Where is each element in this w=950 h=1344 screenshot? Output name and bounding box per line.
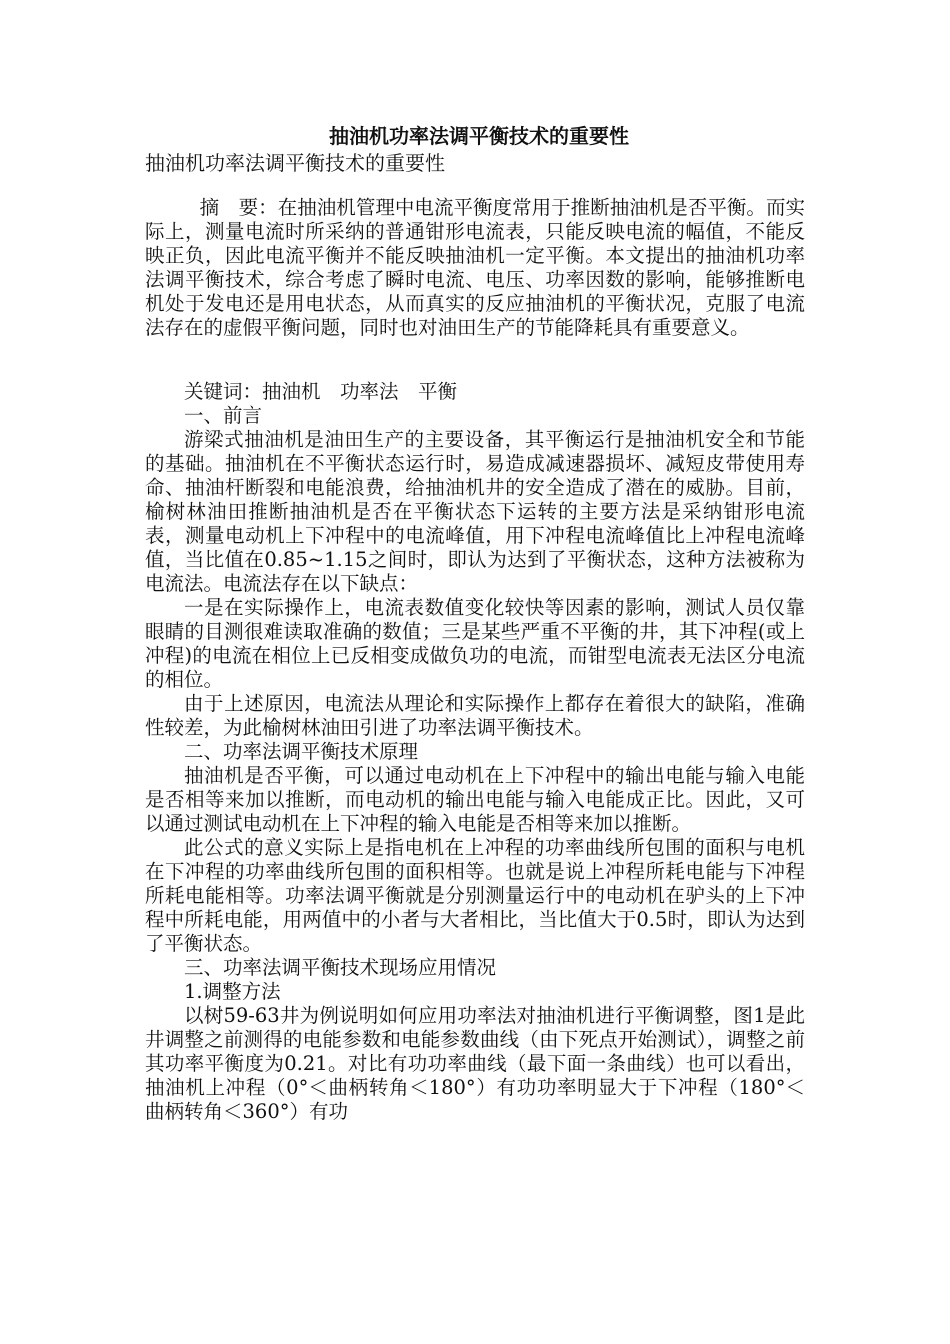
body-paragraph: 由于上述原因，电流法从理论和实际操作上都存在着很大的缺陷，准确性较差，为此榆树林油田引进了功率法调平衡技术。 xyxy=(145,692,805,739)
keywords-line: 关键词：抽油机 功率法 平衡 xyxy=(184,380,458,403)
subsection-heading-method: 1.调整方法 xyxy=(184,980,281,1003)
body-paragraph: 一是在实际操作上，电流表数值变化较快等因素的影响，测试人员仅靠眼睛的目测很难读取准确的数值；三是某些严重不平衡的井，其下冲程(或上冲程)的电流在相位上已反相变成做负功的电流，而钳型电流表无法区分电流的相位。 xyxy=(145,596,805,691)
body-paragraph: 游梁式抽油机是油田生产的主要设备，其平衡运行是抽油机安全和节能的基础。抽油机在不平衡状态运行时，易造成减速器损坏、减短皮带使用寿命、抽油杆断裂和电能浪费，给抽油机井的安全造成了潜在的威胁。目前，榆树林油田推断抽油机是否在平衡状态下运转的主要方法是采纳钳形电流表，测量电动机上下冲程中的电流峰值，用下冲程电流峰值比上冲程电流峰值，当比值在0.85~1.15之间时，即认为达到了平衡状态，这种方法被称为电流法。电流法存在以下缺点： xyxy=(145,428,805,595)
abstract-paragraph: 摘 要：在抽油机管理中电流平衡度常用于推断抽油机是否平衡。而实际上，测量电流时所采纳的普通钳形电流表，只能反映电流的幅值，不能反映正负，因此电流平衡并不能反映抽油机一定平衡。本文提出的抽油机功率法调平衡技术，综合考虑了瞬时电流、电压、功率因数的影响，能够推断电机处于发电还是用电状态，从而真实的反应抽油机的平衡状况，克服了电流法存在的虚假平衡问题，同时也对油田生产的节能降耗具有重要意义。 xyxy=(145,196,805,339)
document-subtitle: 抽油机功率法调平衡技术的重要性 xyxy=(145,151,445,175)
section-heading-principle: 二、功率法调平衡技术原理 xyxy=(184,740,419,763)
body-paragraph: 抽油机是否平衡，可以通过电动机在上下冲程中的输出电能与输入电能是否相等来加以推断，而电动机的输出电能与输入电能成正比。因此，又可以通过测试电动机在上下冲程的输入电能是否相等来加以推断。 xyxy=(145,764,805,835)
body-paragraph: 此公式的意义实际上是指电机在上冲程的功率曲线所包围的面积与电机在下冲程的功率曲线所包围的面积相等。也就是说上冲程所耗电能与下冲程所耗电能相等。功率法调平衡就是分别测量运行中的电动机在驴头的上下冲程中所耗电能，用两值中的小者与大者相比，当比值大于0.5时，即认为达到了平衡状态。 xyxy=(145,836,805,955)
section-heading-application: 三、功率法调平衡技术现场应用情况 xyxy=(184,956,497,979)
document-page xyxy=(145,122,805,1124)
body-paragraph: 以树59-63井为例说明如何应用功率法对抽油机进行平衡调整，图1是此井调整之前测得的电能参数和电能参数曲线（由下死点开始测试），调整之前其功率平衡度为0.21。对比有功功率曲线（最下面一条曲线）也可以看出，抽油机上冲程（0°＜曲柄转角＜180°）有功功率明显大于下冲程（180°＜曲柄转角＜360°）有功 xyxy=(145,1004,805,1123)
section-heading-preface: 一、前言 xyxy=(184,404,263,427)
document-title: 抽油机功率法调平衡技术的重要性 xyxy=(329,124,629,148)
